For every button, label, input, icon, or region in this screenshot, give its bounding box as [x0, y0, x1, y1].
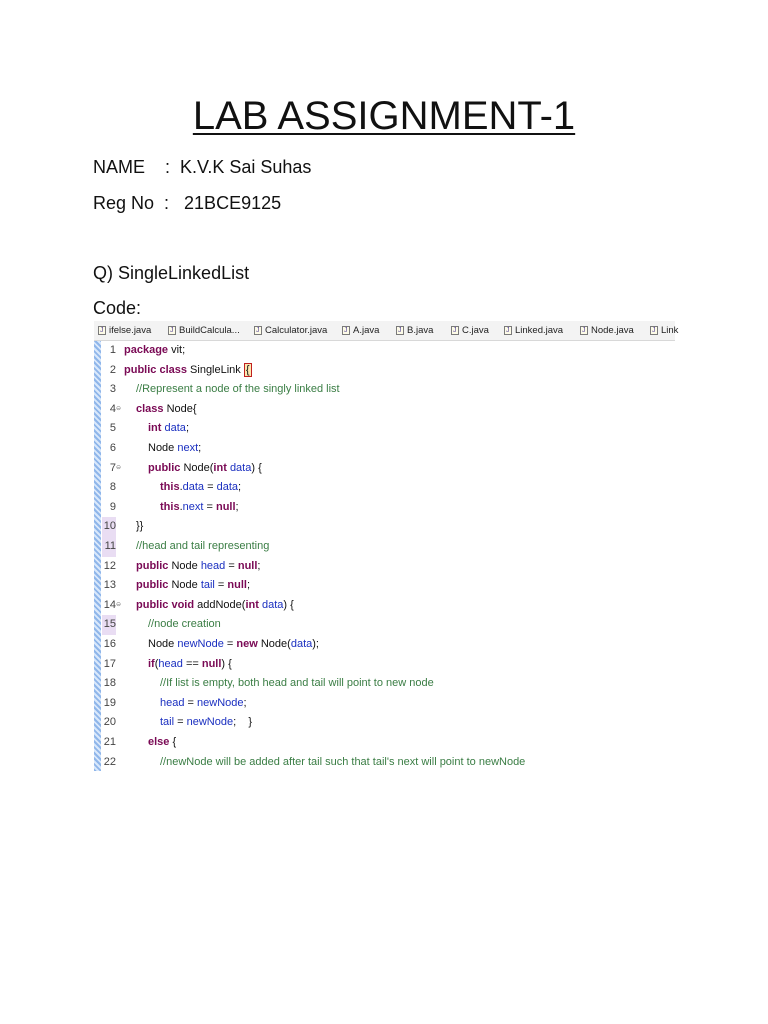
tab-ifelse[interactable]: J ifelse.java — [98, 321, 151, 340]
line-number: 8 — [109, 481, 116, 494]
code-text: else { — [148, 736, 177, 748]
code-text: class Node{ — [136, 402, 197, 415]
line-number: 1 — [109, 344, 116, 356]
code-text: Node newNode = new Node(data); — [148, 638, 319, 650]
code-line — [94, 439, 675, 459]
fold-toggle-icon[interactable]: ⊖ — [116, 405, 122, 412]
java-file-icon — [342, 326, 350, 335]
line-number: 14 — [103, 598, 116, 611]
line-number: 2 — [109, 363, 116, 376]
java-file-icon — [580, 326, 588, 335]
tab-calculator[interactable]: J Calculator.java — [254, 321, 327, 340]
student-name: NAME : K.V.K Sai Suhas — [93, 157, 312, 177]
line-number: 12 — [103, 559, 116, 572]
line-number: 11 — [102, 537, 116, 557]
code-line — [94, 694, 675, 714]
code-line — [94, 557, 675, 577]
line-number: 17 — [103, 657, 116, 670]
code-line — [94, 733, 675, 753]
line-number: 13 — [103, 579, 116, 592]
code-line — [94, 537, 675, 557]
code-line — [94, 576, 675, 596]
line-number: 9 — [109, 500, 116, 513]
java-file-icon — [451, 326, 459, 335]
line-number: 22 — [103, 755, 116, 768]
code-text: public void addNode(int data) { — [136, 598, 294, 611]
code-text: package vit; — [124, 344, 186, 356]
code-line — [94, 361, 675, 381]
line-number: 19 — [103, 696, 116, 709]
code-text: //Represent a node of the singly linked list — [136, 383, 340, 396]
line-number: 4 — [109, 402, 116, 415]
code-line — [94, 498, 675, 518]
code-line — [94, 380, 675, 400]
code-text: public class SingleLink { — [124, 363, 250, 376]
code-line — [94, 459, 675, 479]
java-file-icon — [254, 326, 262, 335]
code-text: public Node head = null; — [136, 559, 261, 572]
line-number: 18 — [103, 677, 116, 690]
code-text: this.data = data; — [160, 481, 242, 494]
code-text: public Node tail = null; — [136, 579, 251, 592]
code-text: }} — [136, 520, 144, 533]
line-number: 21 — [103, 736, 116, 748]
line-number: 16 — [103, 638, 116, 650]
fold-toggle-icon[interactable]: ⊖ — [116, 464, 122, 471]
java-file-icon — [168, 326, 176, 335]
tab-linked[interactable]: J Linked.java — [504, 321, 563, 340]
code-text: //head and tail representing — [136, 540, 270, 552]
code-text: Node next; — [148, 442, 202, 454]
line-number: 20 — [103, 716, 116, 729]
line-number: 7 — [109, 461, 116, 474]
code-line — [94, 615, 675, 635]
line-number: 15 — [102, 615, 116, 635]
java-file-icon — [650, 326, 658, 335]
code-text: int data; — [148, 422, 189, 435]
code-line — [94, 655, 675, 675]
java-file-icon — [504, 326, 512, 335]
code-line — [94, 753, 675, 773]
editor-tab-bar — [94, 321, 679, 341]
question-heading: Q) SingleLinkedList — [93, 263, 250, 283]
fold-toggle-icon[interactable]: ⊖ — [116, 601, 122, 608]
code-text: public Node(int data) { — [148, 461, 262, 474]
code-text: if(head == null) { — [148, 657, 232, 670]
line-number: 10 — [102, 517, 116, 537]
code-text: head = newNode; — [160, 696, 247, 709]
code-line — [94, 419, 675, 439]
tab-node[interactable]: J Node.java — [580, 321, 634, 340]
line-number: 6 — [109, 442, 116, 454]
document-title: LAB ASSIGNMENT-1 — [192, 94, 576, 138]
code-text: //node creation — [148, 618, 221, 631]
code-line — [94, 517, 675, 537]
tab-b[interactable]: J B.java — [396, 321, 433, 340]
code-line — [94, 341, 675, 361]
code-text: tail = newNode; } — [160, 716, 253, 729]
code-text: this.next = null; — [160, 500, 239, 513]
code-line — [94, 635, 675, 655]
code-line — [94, 478, 675, 498]
code-heading: Code: — [93, 298, 142, 318]
code-line — [94, 596, 675, 616]
registration-number: Reg No : 21BCE9125 — [93, 193, 282, 213]
line-number: 3 — [109, 383, 116, 396]
code-line — [94, 400, 675, 420]
java-file-icon — [396, 326, 404, 335]
code-editor-screenshot — [94, 321, 679, 771]
tab-link[interactable]: J Link — [650, 321, 678, 340]
tab-c[interactable]: J C.java — [451, 321, 489, 340]
code-text: //If list is empty, both head and tail will point to new node — [160, 677, 434, 690]
line-number: 5 — [109, 422, 116, 435]
java-file-icon — [98, 326, 106, 335]
code-text: //newNode will be added after tail such that tail's next will point to newNode — [160, 755, 526, 768]
tab-a[interactable]: J A.java — [342, 321, 379, 340]
tab-buildcalculator[interactable]: J BuildCalcula... — [168, 321, 240, 340]
code-line — [94, 713, 675, 733]
code-line — [94, 674, 675, 694]
